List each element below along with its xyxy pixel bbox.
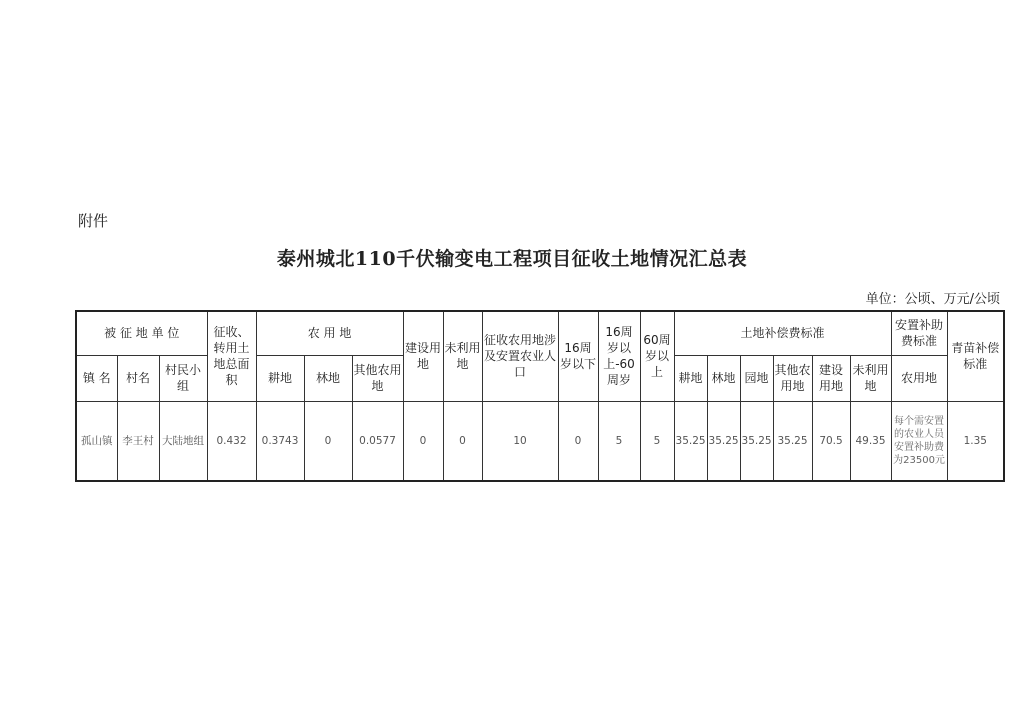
unit-note: 单位：公顷、万元/公顷 (865, 292, 1000, 307)
header-other-agricultural: 其他农用地 (352, 355, 403, 401)
header-under-16: 16周岁以下 (558, 311, 598, 401)
header-expropriated-unit: 被 征 地 单 位 (76, 311, 207, 355)
header-comp-garden: 园地 (740, 355, 773, 401)
header-resettlement-subsidy: 安置补助费标准 (891, 311, 947, 355)
header-crop-compensation: 青苗补偿标准 (947, 311, 1004, 401)
cell-population: 10 (482, 401, 558, 481)
header-comp-unused: 未利用地 (850, 355, 891, 401)
header-forest: 林地 (304, 355, 352, 401)
cell-comp-forest: 35.25 (707, 401, 740, 481)
header-unused-land: 未利用地 (443, 311, 482, 401)
header-construction-land: 建设用地 (403, 311, 443, 401)
cell-unused: 0 (443, 401, 482, 481)
attachment-label: 附件 (78, 212, 109, 230)
header-16-to-60: 16周岁以上-60周岁 (598, 311, 640, 401)
cell-over-60: 5 (640, 401, 674, 481)
cell-under-16: 0 (558, 401, 598, 481)
header-comp-forest: 林地 (707, 355, 740, 401)
land-acquisition-table (75, 310, 1005, 482)
header-comp-cultivated: 耕地 (674, 355, 707, 401)
cell-cultivated: 0.3743 (256, 401, 304, 481)
cell-other-agricultural: 0.0577 (352, 401, 403, 481)
cell-comp-construction: 70.5 (812, 401, 850, 481)
cell-group: 大陆地组 (159, 401, 207, 481)
cell-comp-garden: 35.25 (740, 401, 773, 481)
header-land-compensation: 土地补偿费标准 (674, 311, 891, 355)
header-cultivated: 耕地 (256, 355, 304, 401)
header-resettle-agricultural: 农用地 (891, 355, 947, 401)
header-comp-construction: 建设用地 (812, 355, 850, 401)
cell-village: 李王村 (117, 401, 159, 481)
cell-total-area: 0.432 (207, 401, 256, 481)
header-group: 村民小组 (159, 355, 207, 401)
cell-resettlement-note: 每个需安置的农业人员安置补助费为23500元 (891, 401, 947, 481)
header-over-60: 60周岁以上 (640, 311, 674, 401)
cell-construction: 0 (403, 401, 443, 481)
cell-comp-unused: 49.35 (850, 401, 891, 481)
cell-comp-other: 35.25 (773, 401, 812, 481)
cell-16-to-60: 5 (598, 401, 640, 481)
header-total-area: 征收、转用土地总面积 (207, 311, 256, 401)
header-comp-other-agricultural: 其他农用地 (773, 355, 812, 401)
cell-comp-cultivated: 35.25 (674, 401, 707, 481)
document-title: 泰州城北110千伏输变电工程项目征收土地情况汇总表 (276, 248, 748, 270)
cell-forest: 0 (304, 401, 352, 481)
header-town: 镇 名 (76, 355, 117, 401)
cell-crop-compensation: 1.35 (947, 401, 1004, 481)
header-agricultural-land: 农 用 地 (256, 311, 403, 355)
header-resettled-population: 征收农用地涉及安置农业人口 (482, 311, 558, 401)
cell-town: 孤山镇 (76, 401, 117, 481)
table-row (76, 401, 1004, 481)
header-village: 村名 (117, 355, 159, 401)
